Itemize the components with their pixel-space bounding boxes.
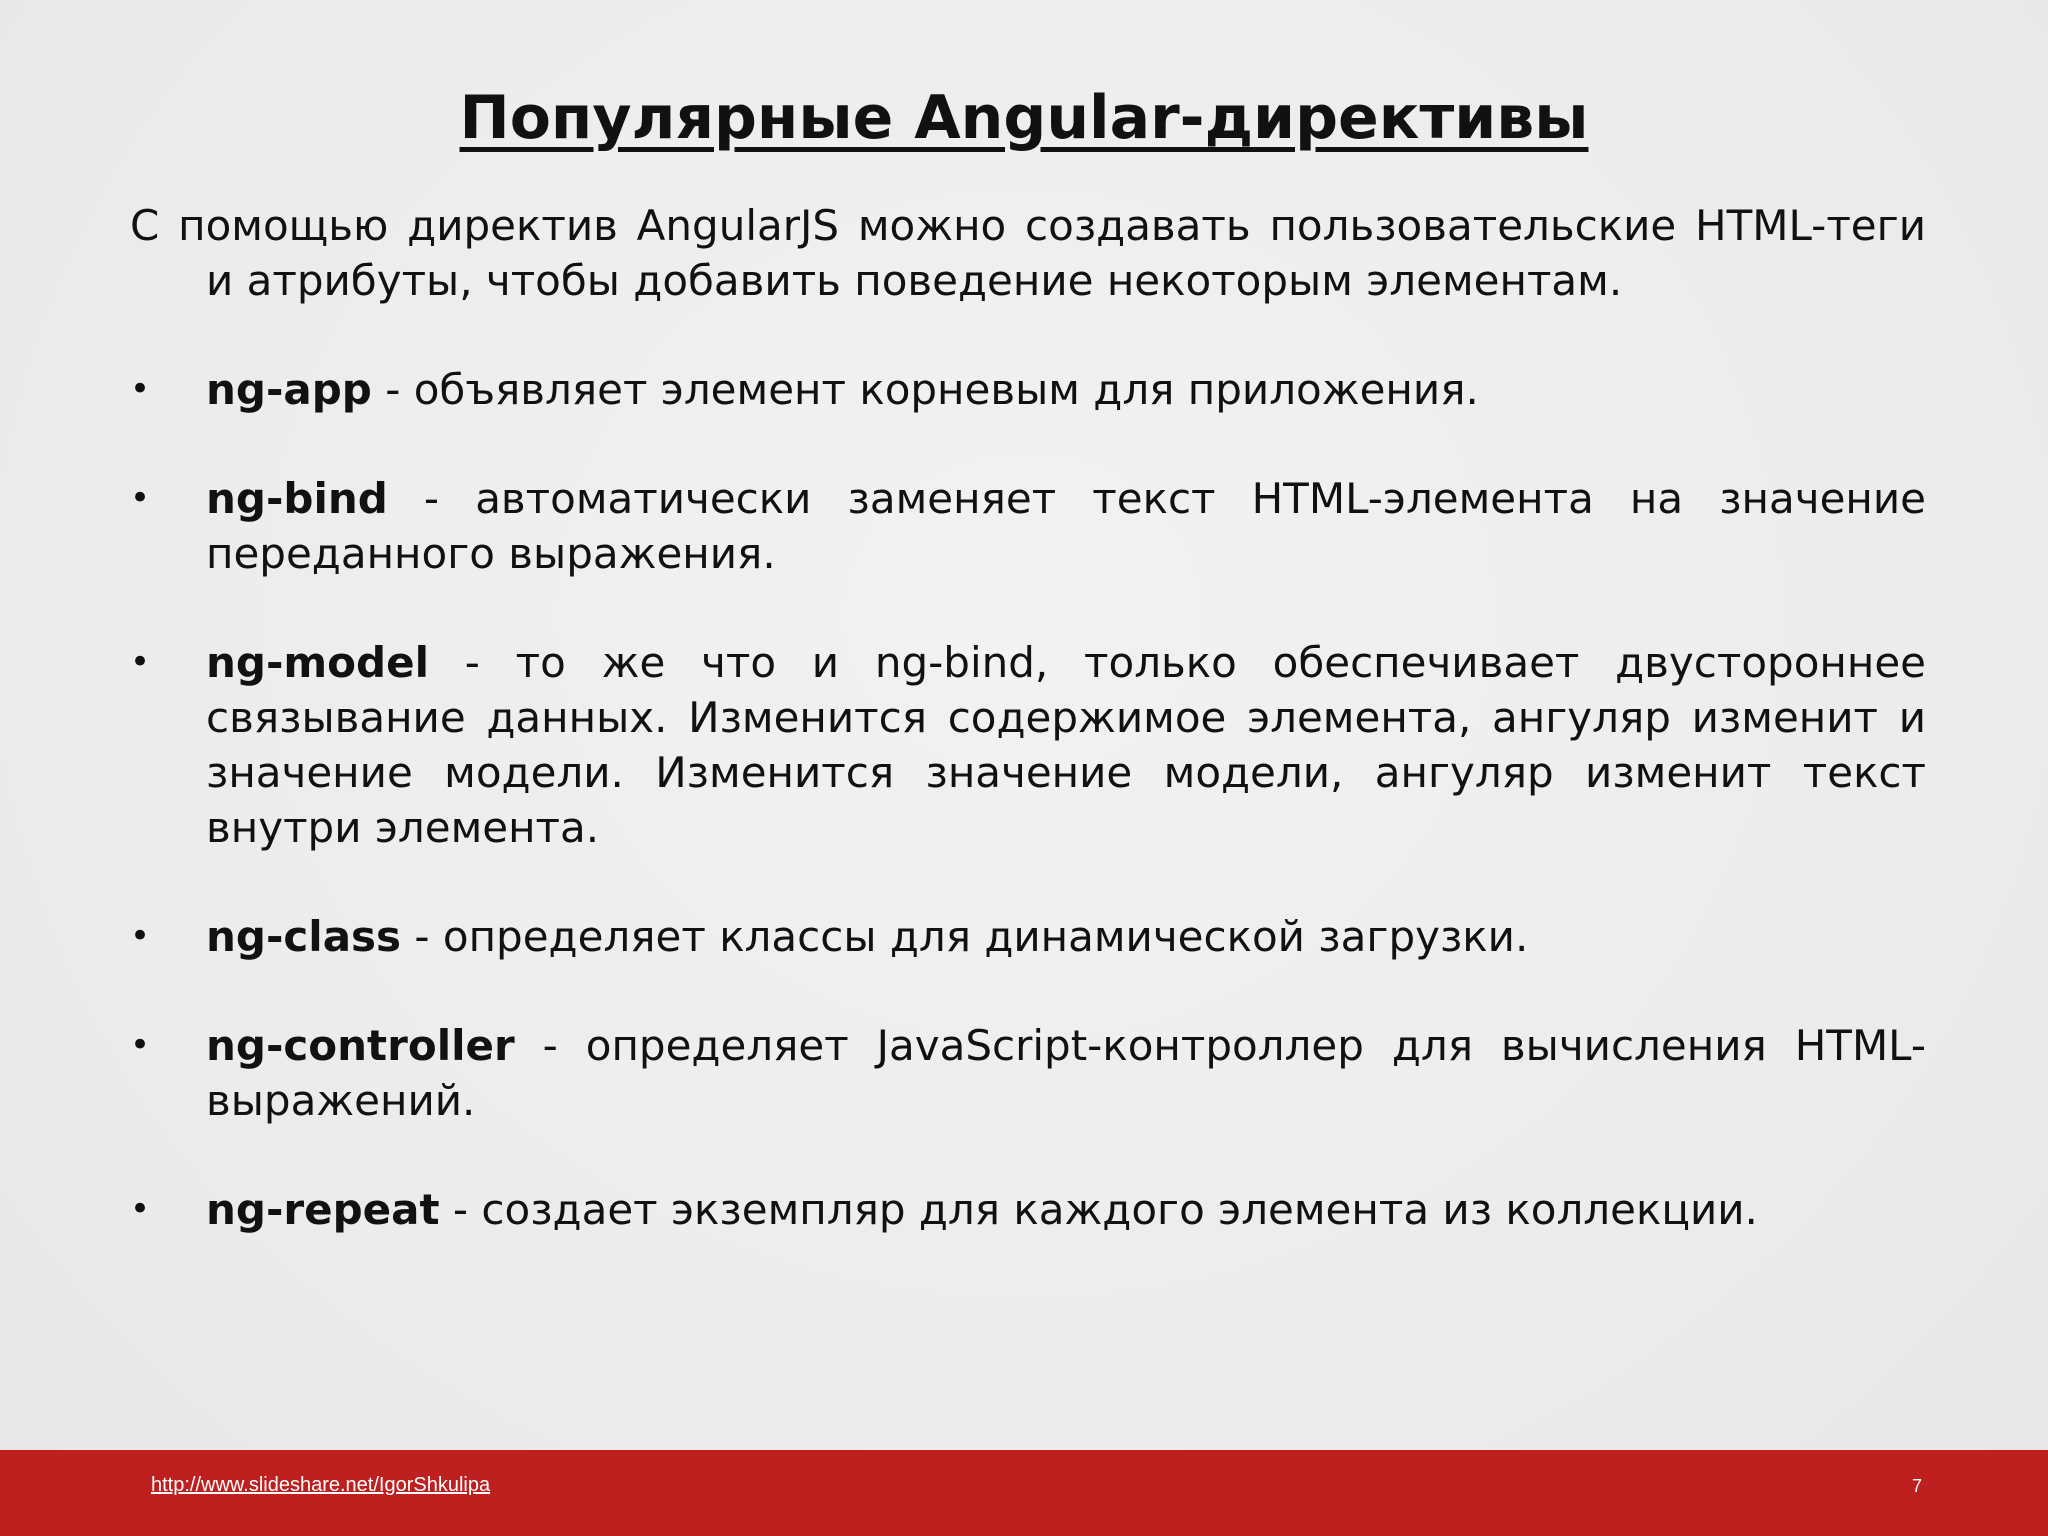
slide-title xyxy=(0,78,2048,158)
directive-ng-app xyxy=(130,362,1926,417)
directive-description: - то же что и ng-bind, только обеспечивает двустороннее связывание данных. Изменится содержимое элемента, ангуляр изменит и значение модели. Изменится значение модели, ангуляр изменит текст внутри элемента. xyxy=(206,638,1926,852)
footer-link[interactable]: http://www.slideshare.net/IgorShkulipa xyxy=(151,1474,491,1496)
bullet-icon: • xyxy=(130,1189,151,1229)
footer-bar xyxy=(0,1450,2048,1536)
directive-name: ng-class xyxy=(206,912,402,961)
directive-name: ng-repeat xyxy=(206,1185,440,1234)
directive-name: ng-app xyxy=(206,365,372,414)
bullet-icon: • xyxy=(130,916,151,956)
directive-description: - объявляет элемент корневым для приложения. xyxy=(371,365,1479,414)
directive-ng-class xyxy=(130,909,1926,964)
directive-ng-repeat xyxy=(130,1182,1926,1237)
slide-title-text: Популярные Angular-директивы xyxy=(459,83,1589,153)
slide-content xyxy=(130,198,1926,1291)
bullet-icon: • xyxy=(130,478,151,518)
bullet-icon: • xyxy=(130,642,151,682)
directive-name: ng-bind xyxy=(206,474,388,523)
directive-name: ng-model xyxy=(206,638,429,687)
directive-description: - создает экземпляр для каждого элемента из коллекции. xyxy=(439,1185,1758,1234)
directive-name: ng-controller xyxy=(206,1021,515,1070)
directive-ng-controller xyxy=(130,1018,1926,1128)
directive-description: - определяет JavaScript-контроллер для вычисления HTML-выражений. xyxy=(206,1021,1926,1125)
page-number: 7 xyxy=(1911,1476,1922,1496)
bullet-icon: • xyxy=(130,1025,151,1065)
intro-paragraph: С помощью директив AngularJS можно создавать пользовательские HTML-теги и атрибуты, чтобы добавить поведение некоторым элементам. xyxy=(130,201,1926,305)
directive-ng-model xyxy=(130,635,1926,855)
directive-ng-bind xyxy=(130,471,1926,581)
directive-description: - автоматически заменяет текст HTML-элемента на значение переданного выражения. xyxy=(206,474,1926,578)
bullet-icon: • xyxy=(130,369,151,409)
directive-description: - определяет классы для динамической загрузки. xyxy=(401,912,1529,961)
